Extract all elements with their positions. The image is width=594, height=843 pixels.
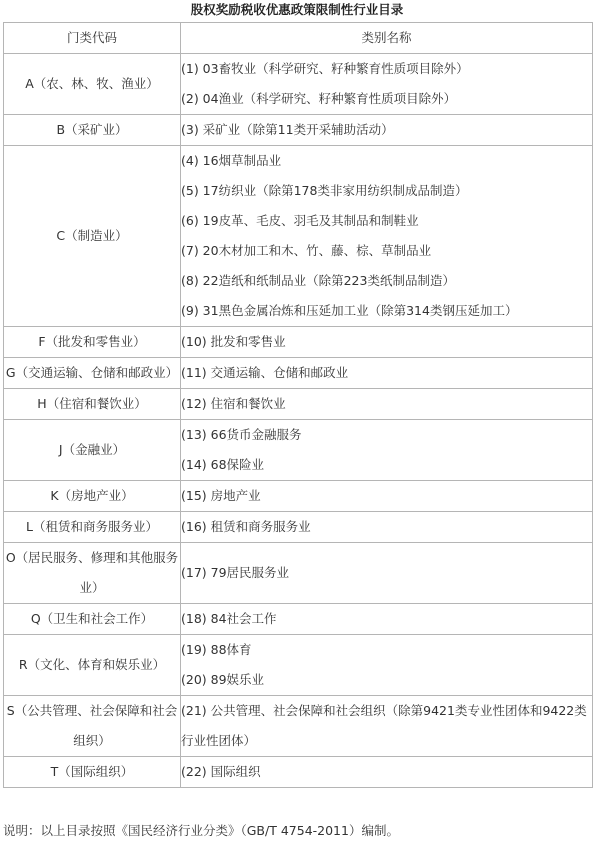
category-item: (8) 22造纸和纸制品业（除第223类纸制品制造） — [181, 273, 455, 288]
category-items-cell — [181, 420, 593, 481]
category-item: (15) 房地产业 — [181, 488, 261, 503]
category-item: (16) 租赁和商务服务业 — [181, 519, 311, 534]
category-code-cell: S（公共管理、社会保障和社会组织） — [4, 696, 181, 757]
table-row — [4, 115, 593, 146]
category-item: (18) 84社会工作 — [181, 611, 277, 626]
category-code-cell: H（住宿和餐饮业） — [4, 389, 181, 420]
header-category-code: 门类代码 — [4, 23, 181, 54]
table-row — [4, 358, 593, 389]
category-item: (20) 89娱乐业 — [181, 672, 265, 687]
category-items-cell — [181, 696, 593, 757]
category-code-cell: C（制造业） — [4, 146, 181, 327]
table-row — [4, 635, 593, 696]
category-item: (1) 03畜牧业（科学研究、籽种繁育性质项目除外） — [181, 61, 469, 76]
category-code-cell: A（农、林、牧、渔业） — [4, 54, 181, 115]
table-row — [4, 54, 593, 115]
table-row — [4, 327, 593, 358]
table-row — [4, 420, 593, 481]
category-item: (19) 88体育 — [181, 642, 252, 657]
table-row — [4, 696, 593, 757]
category-code-cell: F（批发和零售业） — [4, 327, 181, 358]
category-items-cell — [181, 757, 593, 788]
table-row — [4, 757, 593, 788]
category-items-cell — [181, 327, 593, 358]
category-code-cell: T（国际组织） — [4, 757, 181, 788]
category-code-cell: Q（卫生和社会工作） — [4, 604, 181, 635]
category-item: (9) 31黑色金属冶炼和压延加工业（除第314类钢压延加工） — [181, 303, 518, 318]
table-row — [4, 389, 593, 420]
category-item: (11) 交通运输、仓储和邮政业 — [181, 365, 349, 380]
table-row — [4, 481, 593, 512]
category-code-cell: L（租赁和商务服务业） — [4, 512, 181, 543]
category-item: (2) 04渔业（科学研究、籽种繁育性质项目除外） — [181, 91, 457, 106]
category-item: (21) 公共管理、社会保障和社会组织（除第9421类专业性团体和9422类行业性团体） — [181, 703, 587, 748]
table-row — [4, 512, 593, 543]
table-header-row — [4, 23, 593, 54]
footnote: 说明：以上目录按照《国民经济行业分类》（GB/T 4754-2011）编制。 — [3, 823, 399, 838]
table-row — [4, 543, 593, 604]
header-category-name: 类别名称 — [181, 23, 593, 54]
category-item: (5) 17纺织业（除第178类非家用纺织制成品制造） — [181, 183, 468, 198]
category-code-cell: K（房地产业） — [4, 481, 181, 512]
category-items-cell — [181, 543, 593, 604]
category-items-cell — [181, 358, 593, 389]
category-items-cell — [181, 481, 593, 512]
category-code-cell: J（金融业） — [4, 420, 181, 481]
category-code-cell: B（采矿业） — [4, 115, 181, 146]
category-code-cell: R（文化、体育和娱乐业） — [4, 635, 181, 696]
category-item: (12) 住宿和餐饮业 — [181, 396, 286, 411]
category-item: (17) 79居民服务业 — [181, 565, 290, 580]
category-item: (6) 19皮革、毛皮、羽毛及其制品和制鞋业 — [181, 213, 419, 228]
table-body — [4, 54, 593, 788]
table-row — [4, 604, 593, 635]
category-item: (7) 20木材加工和木、竹、藤、棕、草制品业 — [181, 243, 432, 258]
category-code-cell: G（交通运输、仓储和邮政业） — [4, 358, 181, 389]
table-row — [4, 146, 593, 327]
category-item: (10) 批发和零售业 — [181, 334, 286, 349]
industry-catalog-table — [3, 22, 593, 788]
category-item: (22) 国际组织 — [181, 764, 261, 779]
category-items-cell — [181, 604, 593, 635]
category-item: (14) 68保险业 — [181, 457, 265, 472]
category-items-cell — [181, 146, 593, 327]
category-item: (13) 66货币金融服务 — [181, 427, 302, 442]
category-items-cell — [181, 115, 593, 146]
document-title: 股权奖励税收优惠政策限制性行业目录 — [190, 2, 404, 17]
category-items-cell — [181, 389, 593, 420]
category-code-cell: O（居民服务、修理和其他服务业） — [4, 543, 181, 604]
category-item: (4) 16烟草制品业 — [181, 153, 282, 168]
category-items-cell — [181, 512, 593, 543]
category-item: (3) 采矿业（除第11类开采辅助活动） — [181, 122, 394, 137]
category-items-cell — [181, 635, 593, 696]
category-items-cell — [181, 54, 593, 115]
